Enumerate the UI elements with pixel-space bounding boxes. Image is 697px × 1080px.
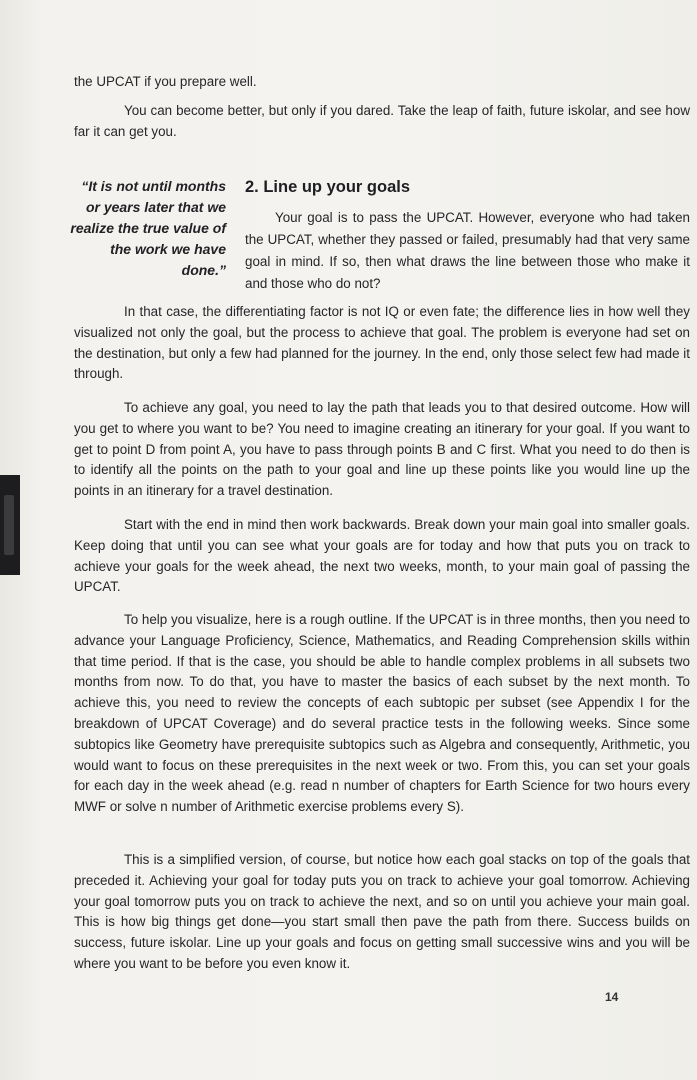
paragraph-differentiating-factor: In that case, the differentiating factor is not IQ or even fate; the difference lies in how well they visualized not only the goal, but the process to achieve that goal. The problem is everyone had set on the destination, but only a few had planned for the journey. In the end, only those select few had made it through. <box>74 304 690 382</box>
section-heading: 2. Line up your goals <box>245 178 411 196</box>
pull-quote: “It is not until months or years later that we realize the true value of the work we have done.” <box>70 178 226 278</box>
paragraph-rough-outline: To help you visualize, here is a rough outline. If the UPCAT is in three months, then you need to advance your Language Proficiency, Science, Mathematics, and Reading Comprehension skills within that time period. If that is the case, you should be able to handle complex problems in all subsets two months from now. To do that, you have to master the basics of each subset by the next month. To achieve this, you need to review the concepts of each subtopic per subset (see Appendix I for the breakdown of UPCAT Coverage) and do several practice tests in the following weeks. Since some subtopics like Geometry have prerequisite subtopics such as Algebra and consequently, Arithmetic, you would want to focus on these prerequisites in the next week or two. From this, you can set your goals for each day in the week ahead (e.g. read n number of chapters for Earth Science for two hours every MWF or solve n number of Arithmetic exercise problems every S). <box>74 612 690 815</box>
binder-clip <box>0 475 20 575</box>
paragraph-work-backwards: Start with the end in mind then work backwards. Break down your main goal into smaller goals. Keep doing that until you can see what your goals are for today and how that puts you on track to achieve your goals for the week ahead, the next two weeks, month, to your main goal of passing the UPCAT. <box>74 517 690 595</box>
section-intro-paragraph: Your goal is to pass the UPCAT. However, everyone who had taken the UPCAT, whether they passed or failed, presumably had that very same goal in mind. If so, then what draws the line between those who make it and those who do not? <box>245 210 690 291</box>
paragraph-lay-the-path: To achieve any goal, you need to lay the path that leads you to that desired outcome. How will you get to where you want to be? You need to imagine creating an itinerary for your goal. If you want to get to point D from point A, you have to pass through points B and C first. What you need to do then is to identify all the points on the path to your goal and line up these points like you would line up the points in an itinerary for a travel destination. <box>74 400 690 499</box>
paragraph-leap-of-faith: You can become better, but only if you dared. Take the leap of faith, future iskolar, and see how far it can get you. <box>74 103 690 139</box>
paragraph-simplified-version: This is a simplified version, of course, but notice how each goal stacks on top of the goals that preceded it. Achieving your goal for today puts you on track to achieve your goal tomorrow. Achieving your goal tomorrow puts you on track to achieve the next, and so on until you achieve your main goal. This is how big things get done—you start small then pave the path from there. Success builds on success, future iskolar. Line up your goals and focus on getting small successive wins and you will be where you want to be before you even know it. <box>74 852 690 971</box>
paragraph-continuation: the UPCAT if you prepare well. <box>74 74 257 89</box>
page-number: 14 <box>605 990 619 1004</box>
